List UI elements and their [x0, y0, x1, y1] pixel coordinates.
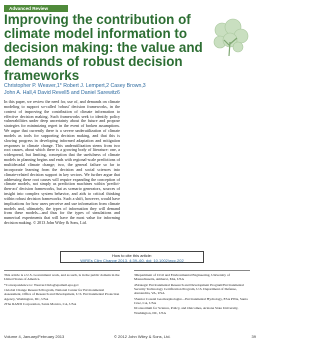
citation-label: How to cite this article:	[111, 252, 152, 258]
author-list	[4, 83, 254, 96]
footer-copyright: © 2012 John Wiley & Sons, Ltd.	[114, 334, 171, 339]
footnotes-right	[134, 273, 250, 316]
authors-line-1: Christopher P. Weaver,1* Robert J. Lempert,2 Casey Brown,3	[4, 83, 146, 89]
footnotes-left	[4, 273, 120, 308]
page-number: 39	[251, 334, 256, 339]
footnote-divider-right	[134, 270, 250, 271]
section-badge: Advanced Review	[4, 5, 68, 12]
article-title: Improving the contribution of climate model information to decision making: the value and demands of robust decision frameworks	[4, 12, 203, 83]
authors-line-2: John A. Hall,4 David Revell5 and Daniel Sarewitz6	[4, 89, 120, 96]
footnote: 4Strategic Environmental Research and Development Program/Environmental Security Technology Certification Program, U.S. Department of Defense, Alexandria, VA, USA	[134, 282, 244, 296]
footnote: 6Consortium for Science, Policy, and Outcomes, Arizona State University, Washington, DC, USA	[134, 306, 239, 315]
page-footer	[4, 334, 256, 340]
abstract-text: In this paper, we review the need for, use of, and demands on climate modeling to support so-called 'robust' decision frameworks, in the context of improving the contribution of climate information to effective decision making. Such frameworks seek to identify policy vulnerabilities under deep uncertainty about the future and propose strategies for minimizing regret in the event of broken assumptions. We argue that currently there is a severe underutilization of climate models as tools for supporting decision making, and that this is slowing progress in developing informed adaptation and mitigation responses to climate change. This underutilization stems from two root causes, about which there is a growing body of literature: one, a widespread, but limiting, conception that the usefulness of climate models in planning begins and ends with regional-scale predictions of multidecadal climate change; two, the general failure so far to incorporate learning from the decision and social sciences into climate-related decision support in key sectors. We further argue that addressing these root causes will require expanding the conception of climate models, not simply as prediction machines within 'predict-then-act' decision frameworks, but as scenario generators, sources of insight into complex system behavior, and aids to critical thinking within robust decision frameworks. Such a shift, however, would have implications for how users perceive and use information from climate models and, ultimately, the types of information they will demand from these models—and thus for the types of simulations and numerical experiments that will have the most value for informing decision making. © 2013 John Wiley & Sons, Ltd.	[4, 99, 120, 226]
footnote-divider-left	[4, 270, 120, 271]
footnote: 2The RAND Corporation, Santa Monica, CA, USA	[4, 302, 77, 307]
footnote: This article is a U.S. Government work, and as such, is in the public domain in the United States of America.	[4, 273, 120, 282]
tree-emblem-icon	[208, 18, 252, 58]
footnote: 5Senior Coastal Geomorphologist—Environmental Hydrology, ESA PWA, Santa Cruz, CA, USA	[134, 296, 248, 305]
footnote: 1Global Change Research Program, National Center for Environmental Assessment, Office of Research and Development, U.S. Environmental Protection Agency, Washington, DC, USA	[4, 288, 120, 301]
citation-link[interactable]: WIREs Clim Change 2013, 4:39–60. doi: 10.1002/wcc.202	[80, 257, 184, 263]
citation-box	[60, 251, 204, 263]
footnote: 3Department of Civil and Environmental Engineering, University of Massachusetts, Amherst, MA, USA	[134, 273, 230, 282]
footer-volume: Volume 4, January/February 2013	[4, 334, 65, 339]
footnote-correspondence: *Correspondence to: Weaver.Chris@epamail.epa.gov	[4, 282, 79, 287]
